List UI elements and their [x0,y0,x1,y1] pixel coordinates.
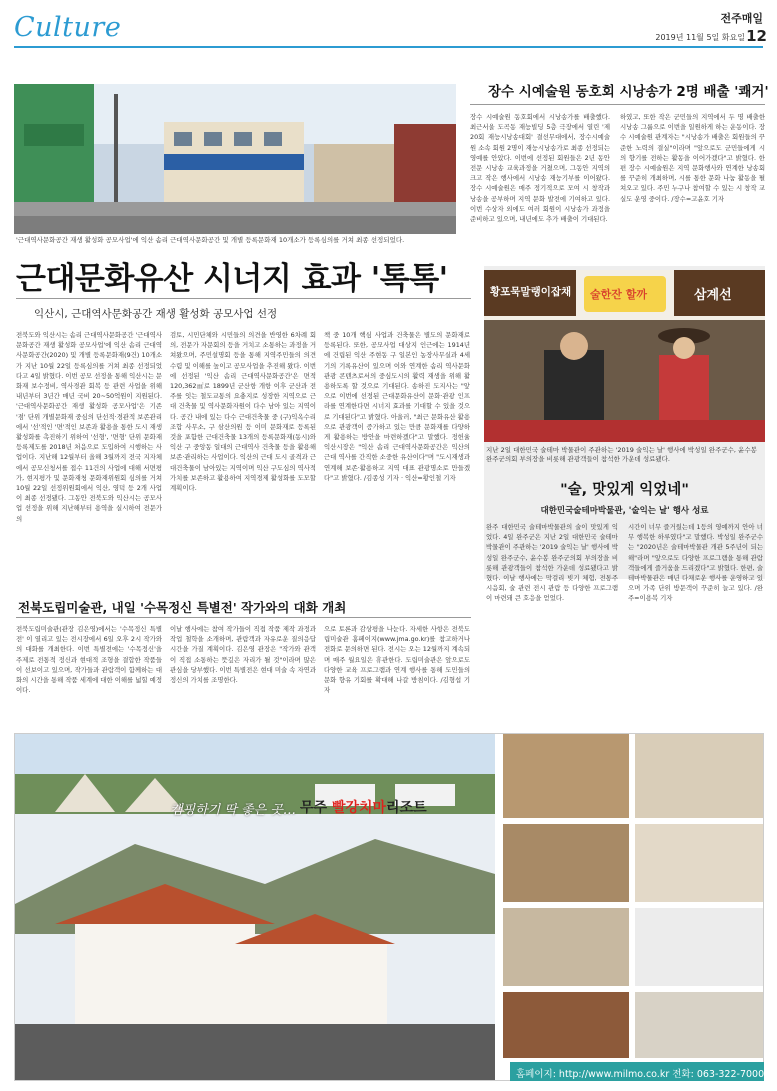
right-story-col-1: 장수 시예술원 동호회에서 시낭송가를 배출했다. 최근서울 도곡동 재능빌딩 5층 극장에서 열린 '제20회 재능시낭송대회' 결선무대에서, 장수시예술원 소속 회원 2명이 재능시낭송가로 최종 선정되는 영예를 안았다. 이번에 선정된 회원들은 2년 동안 전문 시낭송 교육과정을 거쳤으며, 그동안 지역의 크고 작은 행사에서 시낭송 재능기부를 이어왔다. 장수 시예술원은 매주 정기적으로 모여 시 창작과 낭송을 공부하며 지역 문화 발전에 기여하고 있다. 이번 수상자 외에도 여러 회원이 시낭송가 과정을 준비하고 있으며, 내년에도 추가 배출이 기대된다. [470,113,610,224]
bottom-story-rule [16,617,471,618]
section-title: Culture [14,12,122,43]
sidebar-headline: "술, 맛있게 익었네" [560,482,689,498]
bottom-story-col-3: 으로 토론과 감상평을 나눈다. 자세한 사항은 전북도립미술관 홈페이지(www.jma.go.kr)를 참고하거나 전화로 문의하면 된다. 전시는 오는 12월까지 계속되며 매주 월요일은 휴관한다. 도립미술관은 앞으로도 다양한 교육 프로그램과 연계 행사를 통해 도민들의 문화 향유 기회를 확대해 나갈 방침이다. /김형섭 기자 [324,625,470,695]
right-story-headline: 장수 시예술원 동호회 시낭송가 2명 배출 '쾌거' [488,84,769,100]
main-photo [14,84,456,234]
main-story-col-1: 전북도와 익산시는 솜리 근대역사문화공간 '근대역사문화공간 재생 활성화 공모사업'에 익산 솜리 근대역사문화공간(2020) 및 개별 등록문화재(9건) 10개소가 지난 10월 22일 등록심의를 거쳐 최종 선정되었다고 4일 밝혔다. 이번 공모 선정을 통해 익산시는 문화재 보수정비, 역사경관 회복 등 관련 사업을 위해 내년부터 3년간 매년 국비 20~50억원이 지원된다. '근대역사문화공간 재생 활성화 공모사업'은 기존 '점' 단위 개별문화재 중심의 단선적·경관적 보존관리에서 '선'적인 '면'적인 보존과 활용을 통한 도시 재생 활성화를 촉진하기 위하여 '선형', '면형' 단위 문화재 등록제도를 2018년 처음으로 도입하여 시행하는 사업이다. 지난해 12월부터 올해 3월까지 전국 지자체에서 공모신청서를 접수 11건의 사업에 대해 서면평가, 현지평가 및 문화재청 문화재위원회 심의를 거쳐 10월 22일 선정위원회에서 익산, 영덕 등 2개 사업이 최종 선정됐다. 그동안 전북도와 익산시는 공모사업 선정을 위해 지난해부터 용역을 실시하여 전문가의 [16,331,162,523]
ad-contact-bar: 홈페이지: http://www.milmo.co.kr 전화: 063-322-7000 [510,1062,764,1081]
header-rule [14,46,763,48]
main-headline-rule [16,298,471,299]
bottom-story-headline: 전북도립미술관, 내일 '수목정신 특별전' 작가와의 대화 개최 [18,600,347,615]
main-story-col-3: 책 중 10개 핵심 사업과 건축물은 별도의 문화재로 등록된다. 또한, 공모사업 대상지 인근에는 1914년에 건립된 익산 주현동 구 일본인 농장사무실과 4세기의 기록유산이 있으며 이와 연계한 솜리 역사문화관광 콘텐츠로서의 중심도시의 활력 재생을 위해 활용하도록 할 것으로 기대된다. 송하진 도지사는 "앞으로 이번에 선정된 근대문화유산이 문화·관광 인프라를 연계한다면 시너지 효과를 기대할 수 있을 것으로 기대된다"고 밝혔다. 아울러, "최근 문화유산 활용으로 관광객이 증가하고 있는 만큼 문화재를 다양하게 활용하는 방안을 마련하겠다"고 말했다. 정헌율 익산시장은 "익산 솜리 근대역사문화공간은 익산의 근대 역사를 간직한 소중한 유산이다"며 "도시재생과 연계해 보존·활용하고 지역 대표 관광명소로 만들겠다"고 밝혔다. /김종성 기자 · 익산=황인철 기자 [324,331,470,482]
main-headline: 근대문화유산 시너지 효과 '톡톡' [16,261,448,297]
page-number: 12 [746,27,767,45]
main-photo-caption: '근대역사문화공간 재생 활성화 공모사업'에 익산 솜리 근대역사문화공간 및 개별 등록문화재 10개소가 등록심의를 거쳐 최종 선정되었다. [16,236,405,244]
sidebar-col-2: 시간이 너무 즐거웠는데 1등의 영예까지 안아 너무 행복한 하루였다"고 말했다. 박성일 완주군수는 "2020년은 술테마박물관 개관 5주년이 되는 해"라며 "앞으로도 다양한 프로그램을 통해 관람객들에게 즐거움을 드리겠다"고 밝혔다. 한편, 술테마박물관은 매년 다채로운 행사를 운영하고 있으며 가족 단위 방문객이 꾸준히 늘고 있다. /완주=이용복 기자 [628,523,763,603]
masthead: 전주매일 [720,12,763,25]
sidebar-photo [484,270,765,442]
street-scene-image [14,84,456,234]
resort-ad-image [15,734,764,1081]
sidebar-photo-caption: 지난 2일 대한민국 술테마 박물관이 주관하는 '2019 술익는 날' 행사에 박성일 완주군수, 윤수봉 완주군의회 부의장을 비롯해 관광객들이 참석한 가운데 성료됐다. [486,446,757,463]
ad-brand-prefix: 무주 [300,800,332,816]
main-story-col-2: 검토, 시민단체와 시민들의 의견을 반영한 6차례 회의, 전문가 자문회의 등을 거치고 소통하는 과정을 거쳐왔으며, 주민설명회 등을 통해 지역주민들의 의견수렴 및 이해를 높이고 공모사업을 추진해 왔다. 이번에 선정된 '익산 솜리 근대역사문화공간'은 면적 120,362㎡로 1899년 군산항 개항 이후 군산과 전주를 잇는 철도교통의 요충지로 성장한 지역으로 근대 건축물 및 역사문화자원이 다수 남아 있는 지역이다. 공간 내에 있는 다수 근대건축물 중 (구)익옥수리조합 사무소, 구 삼산의원 등 이미 문화재로 등록된 것을 포함한 근대건축물 13개의 등록문화재(동시)와 익산 구 중앙동 일대의 근대역사 건축물 등을 활용해 보존·관리하는 사업이다. 익산의 근대 도시 골격과 근대건축물이 남아있는 지역이며 익산 구도심의 역사적 가치를 보존하고 활용하여 지역경제 활성화를 도모할 계획이다. [170,331,316,493]
sidebar-col-1: 완주 대한민국 술테마박물관의 술이 맛있게 익었다. 4일 완주군은 지난 2일 대한민국 술테마박물관이 주관하는 '2019 술익는 날' 행사에 박성일 완주군수, 윤수봉 완주군의회 부의장을 비롯해 관광객들이 참석한 가운데 성료됐다고 밝혔다. 이날 행사에는 막걸리 빚기 체험, 전통주 시음회, 술 관련 전시 관람 등 다양한 프로그램이 마련돼 큰 호응을 얻었다. [486,523,618,603]
sidebar-subheadline: 대한민국술테마박물관, '술익는 날' 행사 성료 [540,506,709,516]
issue-date: 2019년 11월 5일 화요일 [655,33,745,42]
right-story-rule [470,104,765,105]
resort-advertisement [14,733,764,1081]
ad-brand-suffix: 리조트 [386,800,427,816]
sidebar-banner-right: 삼계선 [694,288,732,303]
main-subheadline: 익산시, 근대역사문화공간 재생 활성화 공모사업 선정 [34,308,278,320]
sidebar-banner-center: 술한잔 할까 [590,288,647,301]
ad-brand [300,797,427,817]
bottom-story-col-1: 전북도립미술관(관장 김은영)에서는 '수목정신 특별전' 이 열리고 있는 전시장에서 6일 오후 2시 작가와의 대화를 개최한다. 이번 특별전에는 '수목정신'을 주제로 전통적 정신과 현대적 조형을 결합한 작품들이 선보이고 있으며, 작가들과 관람객이 함께하는 대화의 시간을 통해 작품 세계에 대한 이해를 넓힐 예정이다. [16,625,162,695]
ad-brand-highlight: 빨강치마 [331,800,387,816]
ad-slogan: 캠핑하기 딱 좋은 곳… [170,803,296,818]
right-story-col-2: 하였고, 또한 작은 군민들의 지역에서 두 명 배출한 시낭송 그룹으로 이번을 일원하게 하는 운동이다. 장수 시예술원 관계자는 "시낭송가 배출은 회원들의 꾸준한 노력의 결실"이라며 "앞으로도 군민들에게 시의 향기를 전하는 활동을 이어가겠다"고 밝혔다. 한편 장수 시예술원은 지역 문화행사와 연계한 낭송회를 꾸준히 개최하며, 시를 통한 문화 나눔 활동을 펼쳐오고 있다. 주민 누구나 참여할 수 있는 시 창작 교실도 운영 중이다. /장수=고윤호 기자 [620,113,765,203]
sidebar-banner-left: 황포묵말랭이잡채 [490,286,572,298]
bottom-story-col-2: 이날 행사에는 참여 작가들이 직접 작품 제작 과정과 작업 철학을 소개하며, 관람객과 자유로운 질의응답 시간을 가질 계획이다. 김은영 관장은 "작가와 관객이 직접 소통하는 뜻깊은 자리가 될 것"이라며 많은 관심을 당부했다. 이번 특별전은 현대 미술 속 자연과 정신의 가치를 조명한다. [170,625,316,685]
